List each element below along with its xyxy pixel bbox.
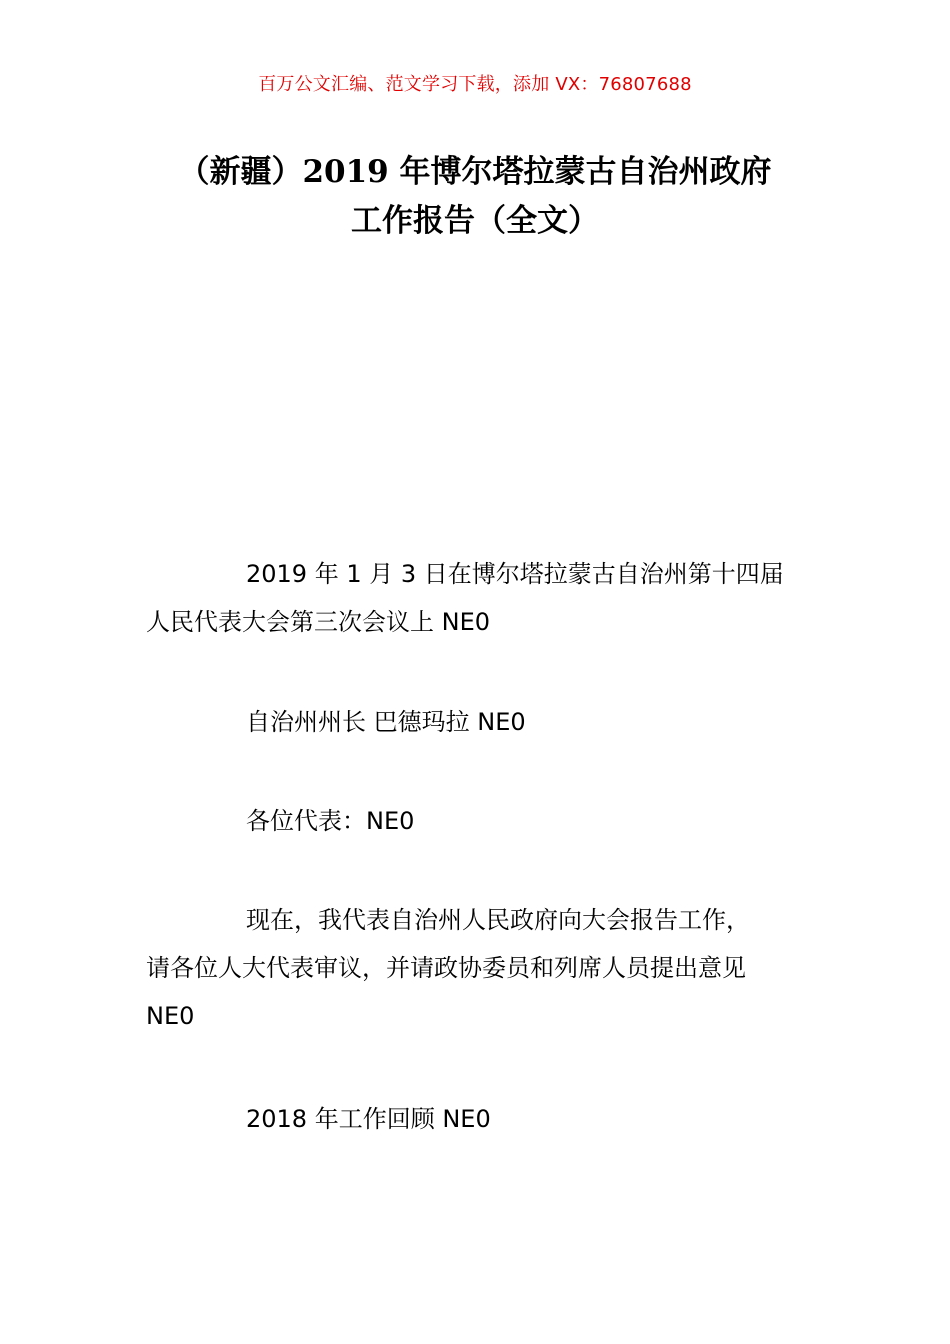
header-promo-note: 百万公文汇编、范文学习下载，添加 VX：76807688 xyxy=(258,74,692,95)
paragraph-salutation xyxy=(146,797,816,845)
paragraph-line: 各位代表：NE0 xyxy=(246,807,415,835)
document-title-line-1: （新疆）2019 年博尔塔拉蒙古自治州政府 xyxy=(178,154,772,190)
section-heading-2018-review xyxy=(146,1095,816,1143)
document-title-line-2: 工作报告（全文） xyxy=(351,203,599,239)
paragraph-meeting-info xyxy=(146,550,816,646)
paragraph-speaker xyxy=(146,698,816,746)
paragraph-line: 现在，我代表自治州人民政府向大会报告工作， xyxy=(246,906,750,934)
paragraph-line: 请各位人大代表审议，并请政协委员和列席人员提出意见 xyxy=(146,954,746,982)
paragraph-line: 人民代表大会第三次会议上 NE0 xyxy=(146,608,491,636)
paragraph-line: 自治州州长 巴德玛拉 NE0 xyxy=(246,708,526,736)
paragraph-line: NE0 xyxy=(146,1002,195,1030)
paragraph-line: 2019 年 1 月 3 日在博尔塔拉蒙古自治州第十四届 xyxy=(246,560,784,588)
paragraph-line: 2018 年工作回顾 NE0 xyxy=(246,1105,491,1133)
paragraph-opening xyxy=(146,896,816,1040)
